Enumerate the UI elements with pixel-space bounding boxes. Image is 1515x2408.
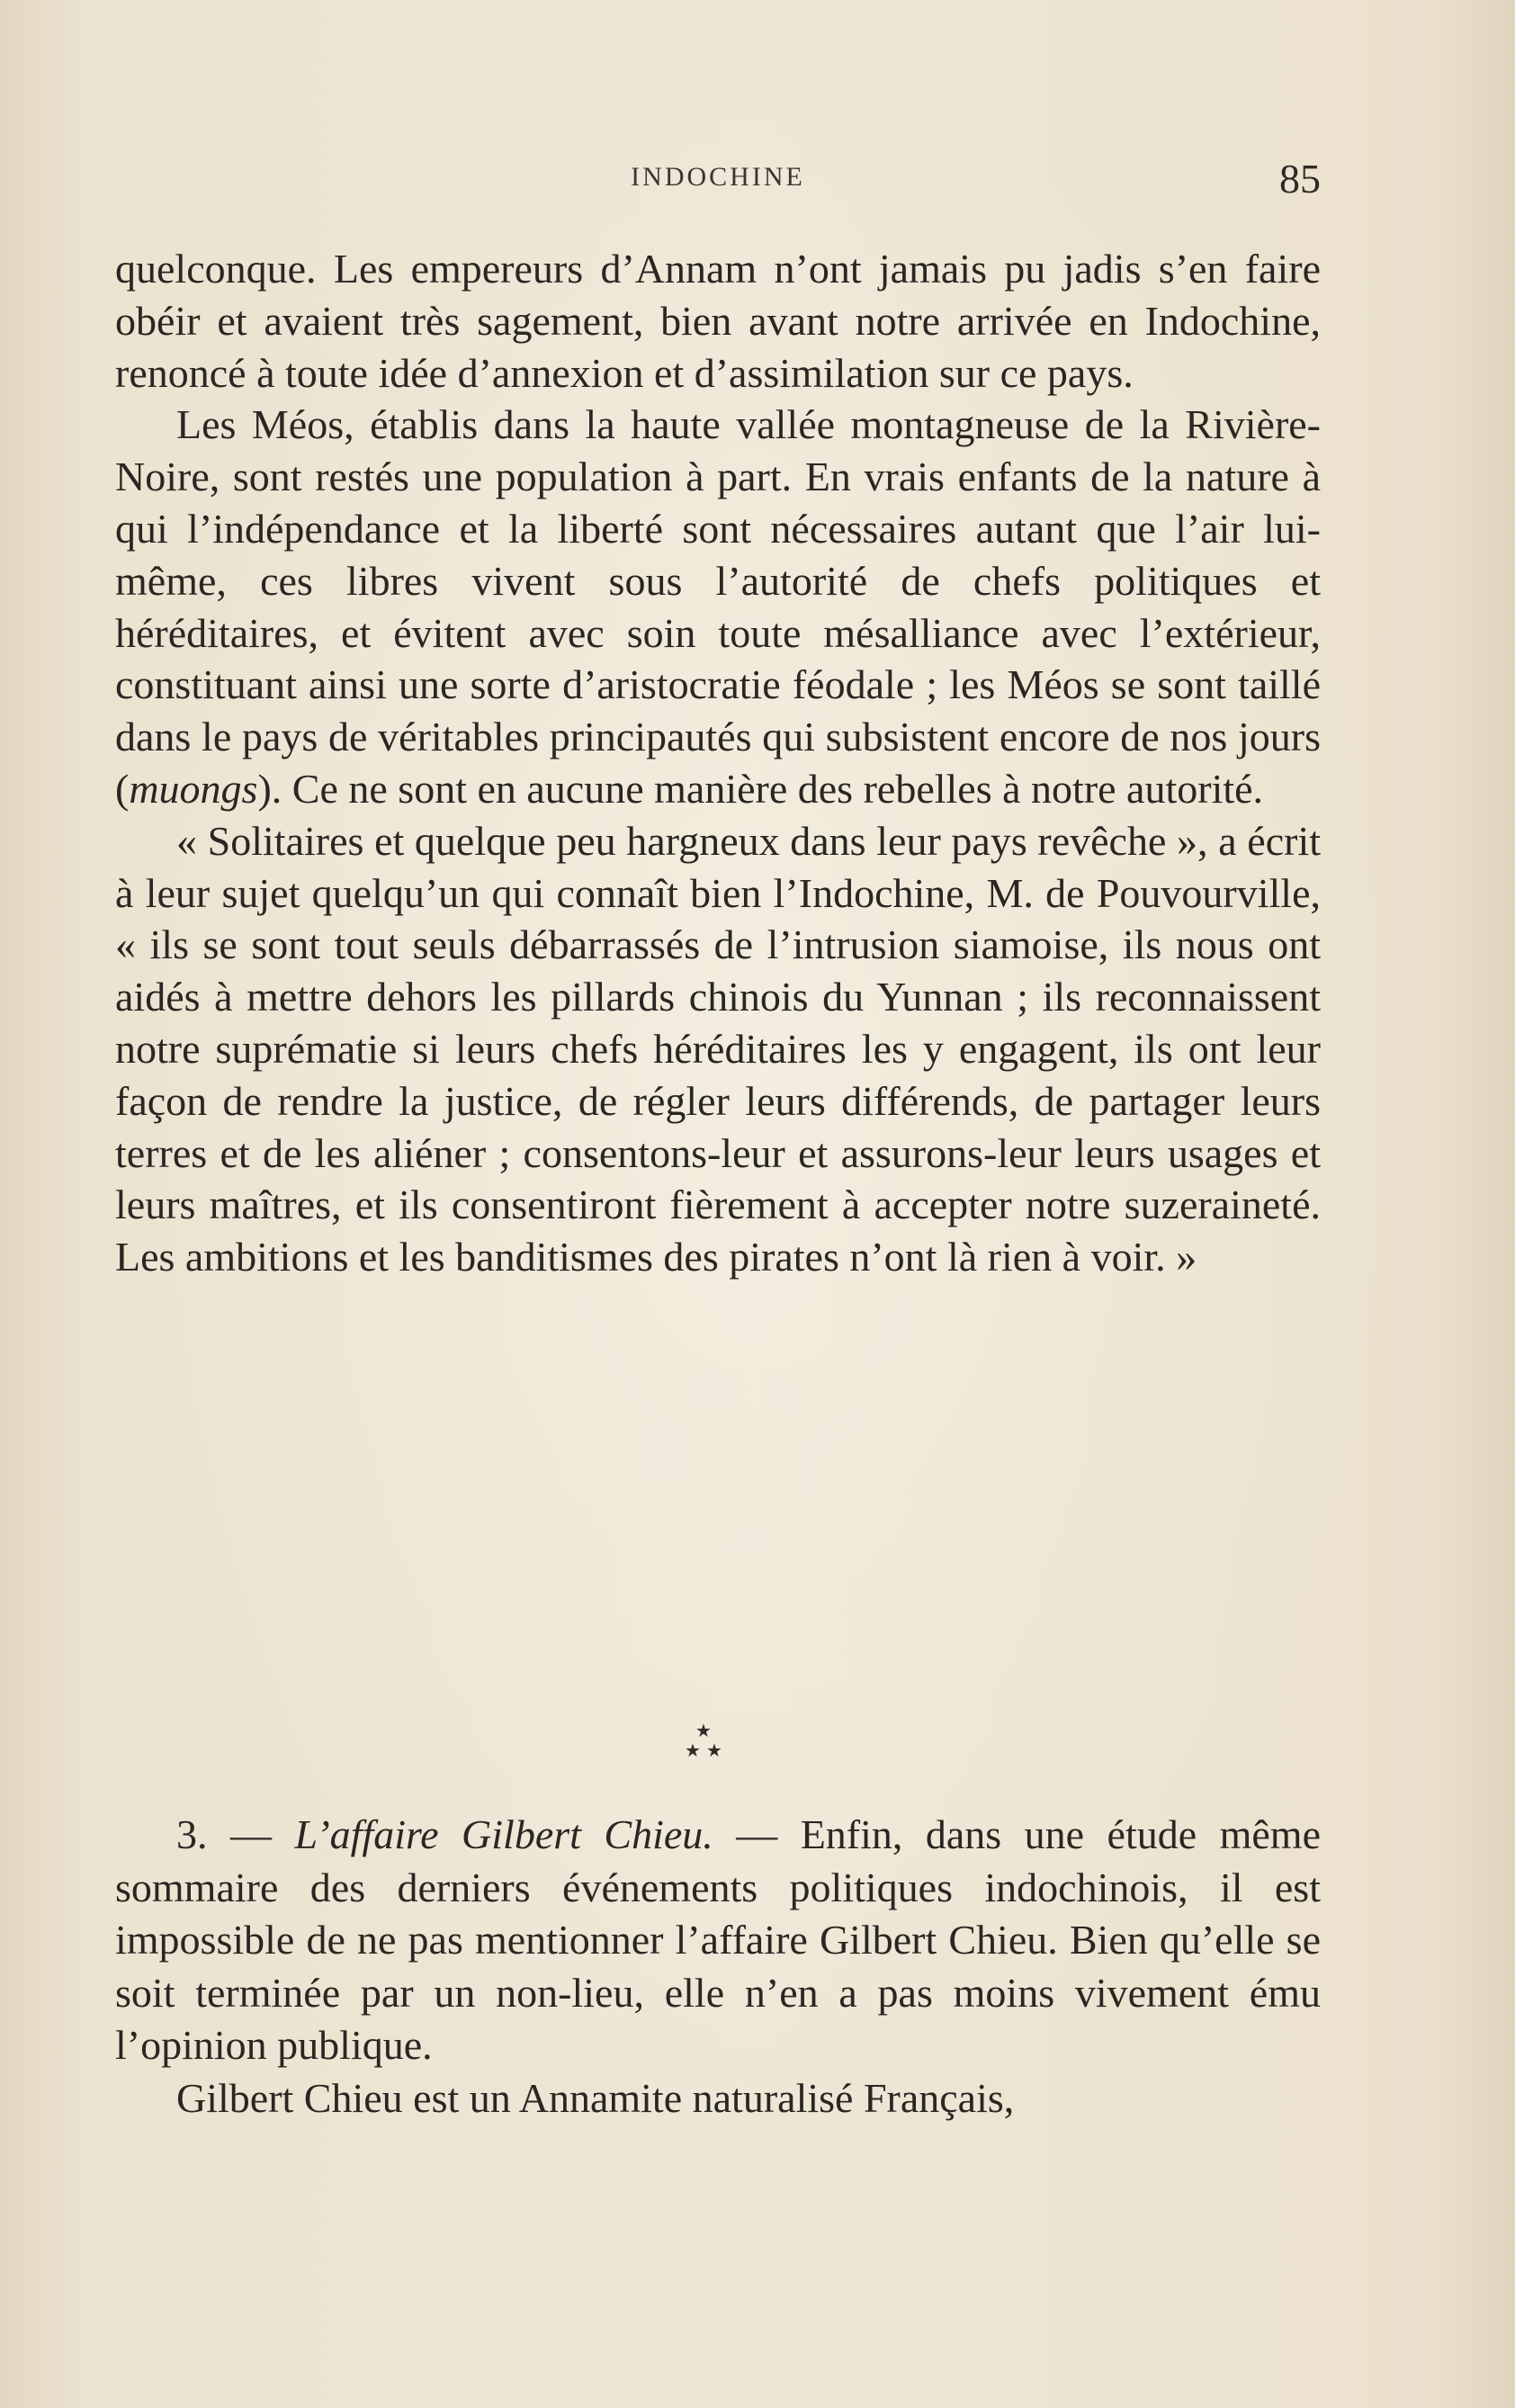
section-number: 3. — bbox=[176, 1811, 295, 1857]
paragraph-text: « Solitaires et quelque peu hargneux dans leur pays revêche », a écrit à leur sujet quelqu’un qui connaît bien l’Indochine, M. de Pouvourville, « ils se sont tout seuls débarrassés de l’intrusion siamoise, ils nous ont aidés à mettre dehors les pillards chinois du Yunnan ; ils reconnaissent notre suprématie si leurs chefs héréditaires les y engagent, ils ont leur façon de rendre la justice, de régler leurs différends, de partager leurs terres et de les aliéner ; consentons-leur et assurons-leur leurs usages et leurs maîtres, et ils consentiront fièrement à accepter notre suzeraineté. Les ambitions et les banditismes des pirates n’ont là rien à voir. » bbox=[115, 817, 1321, 1280]
section-paragraph bbox=[115, 1809, 1321, 2072]
page-number: 85 bbox=[1279, 156, 1321, 202]
paragraph bbox=[115, 815, 1321, 1283]
star-icon: ★ bbox=[695, 1721, 712, 1741]
paragraph-text: Les Méos, établis dans la haute vallée montagneuse de la Rivière-Noire, sont restés une population à part. En vrais enfants de la nature à qui l’indépendance et la liberté sont nécessaires autant que l’air lui-même, ces libres vivent sous l’autorité de chefs politiques et héréditaires, et évitent avec soin toute mésalliance avec l’extérieur, constituant ainsi une sorte d’aristocratie féodale ; les Méos se sont taillé dans le pays de véritables principautés qui subsistent encore de nos jours ( bbox=[115, 401, 1321, 812]
star-icon: ★ bbox=[706, 1739, 722, 1761]
section-lead-text: — Enfin, dans une étude même sommaire des derniers événements politiques indochinois, il est impossible de ne pas mentionner l’affaire Gilbert Chieu. Bien qu’elle se soit terminée par un non-lieu, elle n’en a pas moins vivement ému l’opinion publique. bbox=[115, 1811, 1322, 2068]
italic-term: muongs bbox=[129, 765, 258, 812]
paragraph-text: quelconque. Les empereurs d’Annam n’ont jamais pu jadis s’en faire obéir et avaient très sagement, bien avant notre arrivée en Indochine, renoncé à toute idée d’annexion et d’assimilation sur ce pays. bbox=[115, 246, 1321, 396]
page-header bbox=[115, 155, 1321, 200]
paragraph-text: ). Ce ne sont en aucune manière des rebelles à notre autorité. bbox=[257, 765, 1264, 812]
body-text bbox=[115, 243, 1321, 1283]
running-title: INDOCHINE bbox=[631, 162, 805, 192]
paragraph bbox=[115, 399, 1321, 814]
star-icon: ★ bbox=[685, 1739, 701, 1761]
section-title: L’affaire Gilbert Chieu. bbox=[294, 1811, 713, 1857]
paragraph bbox=[115, 243, 1321, 399]
section-last-paragraph: Gilbert Chieu est un Annamite naturalisé Français, bbox=[176, 2074, 1015, 2121]
asterism-ornament bbox=[668, 1721, 740, 1766]
section-3 bbox=[115, 1809, 1321, 2125]
